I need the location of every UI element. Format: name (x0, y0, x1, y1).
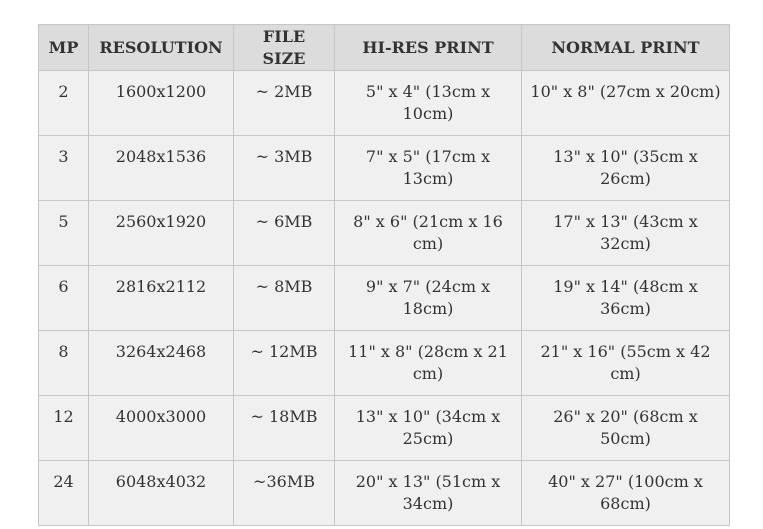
cell-hi-res-print: 7" x 5" (17cm x 13cm) (335, 136, 522, 201)
table-row (39, 71, 730, 136)
cell-mp: 2 (39, 71, 89, 136)
table-row (39, 396, 730, 461)
cell-mp: 12 (39, 396, 89, 461)
header-row (39, 25, 730, 71)
cell-hi-res-print: 11" x 8" (28cm x 21 cm) (335, 331, 522, 396)
cell-normal-print: 13" x 10" (35cm x 26cm) (522, 136, 730, 201)
cell-mp: 3 (39, 136, 89, 201)
cell-hi-res-print: 13" x 10" (34cm x 25cm) (335, 396, 522, 461)
cell-normal-print: 21" x 16" (55cm x 42 cm) (522, 331, 730, 396)
cell-hi-res-print: 5" x 4" (13cm x 10cm) (335, 71, 522, 136)
cell-file-size: ~ 6MB (234, 201, 335, 266)
resolution-table (38, 24, 730, 526)
header-file-size: FILE SIZE (234, 25, 335, 71)
cell-file-size: ~ 2MB (234, 71, 335, 136)
cell-normal-print: 26" x 20" (68cm x 50cm) (522, 396, 730, 461)
cell-resolution: 2560x1920 (89, 201, 234, 266)
cell-resolution: 1600x1200 (89, 71, 234, 136)
cell-resolution: 2048x1536 (89, 136, 234, 201)
cell-resolution: 4000x3000 (89, 396, 234, 461)
cell-mp: 5 (39, 201, 89, 266)
table-row (39, 201, 730, 266)
cell-resolution: 6048x4032 (89, 461, 234, 526)
cell-resolution: 3264x2468 (89, 331, 234, 396)
cell-normal-print: 19" x 14" (48cm x 36cm) (522, 266, 730, 331)
cell-mp: 24 (39, 461, 89, 526)
cell-resolution: 2816x2112 (89, 266, 234, 331)
header-resolution: RESOLUTION (89, 25, 234, 71)
cell-mp: 8 (39, 331, 89, 396)
cell-file-size: ~ 12MB (234, 331, 335, 396)
cell-file-size: ~ 3MB (234, 136, 335, 201)
cell-hi-res-print: 20" x 13" (51cm x 34cm) (335, 461, 522, 526)
cell-mp: 6 (39, 266, 89, 331)
header-mp: MP (39, 25, 89, 71)
table-row (39, 266, 730, 331)
table-row (39, 331, 730, 396)
cell-hi-res-print: 9" x 7" (24cm x 18cm) (335, 266, 522, 331)
cell-file-size: ~36MB (234, 461, 335, 526)
cell-normal-print: 17" x 13" (43cm x 32cm) (522, 201, 730, 266)
cell-file-size: ~ 18MB (234, 396, 335, 461)
cell-normal-print: 10" x 8" (27cm x 20cm) (522, 71, 730, 136)
cell-file-size: ~ 8MB (234, 266, 335, 331)
table-row (39, 136, 730, 201)
table-row (39, 461, 730, 526)
header-hi-res-print: HI-RES PRINT (335, 25, 522, 71)
header-normal-print: NORMAL PRINT (522, 25, 730, 71)
cell-normal-print: 40" x 27" (100cm x 68cm) (522, 461, 730, 526)
cell-hi-res-print: 8" x 6" (21cm x 16 cm) (335, 201, 522, 266)
